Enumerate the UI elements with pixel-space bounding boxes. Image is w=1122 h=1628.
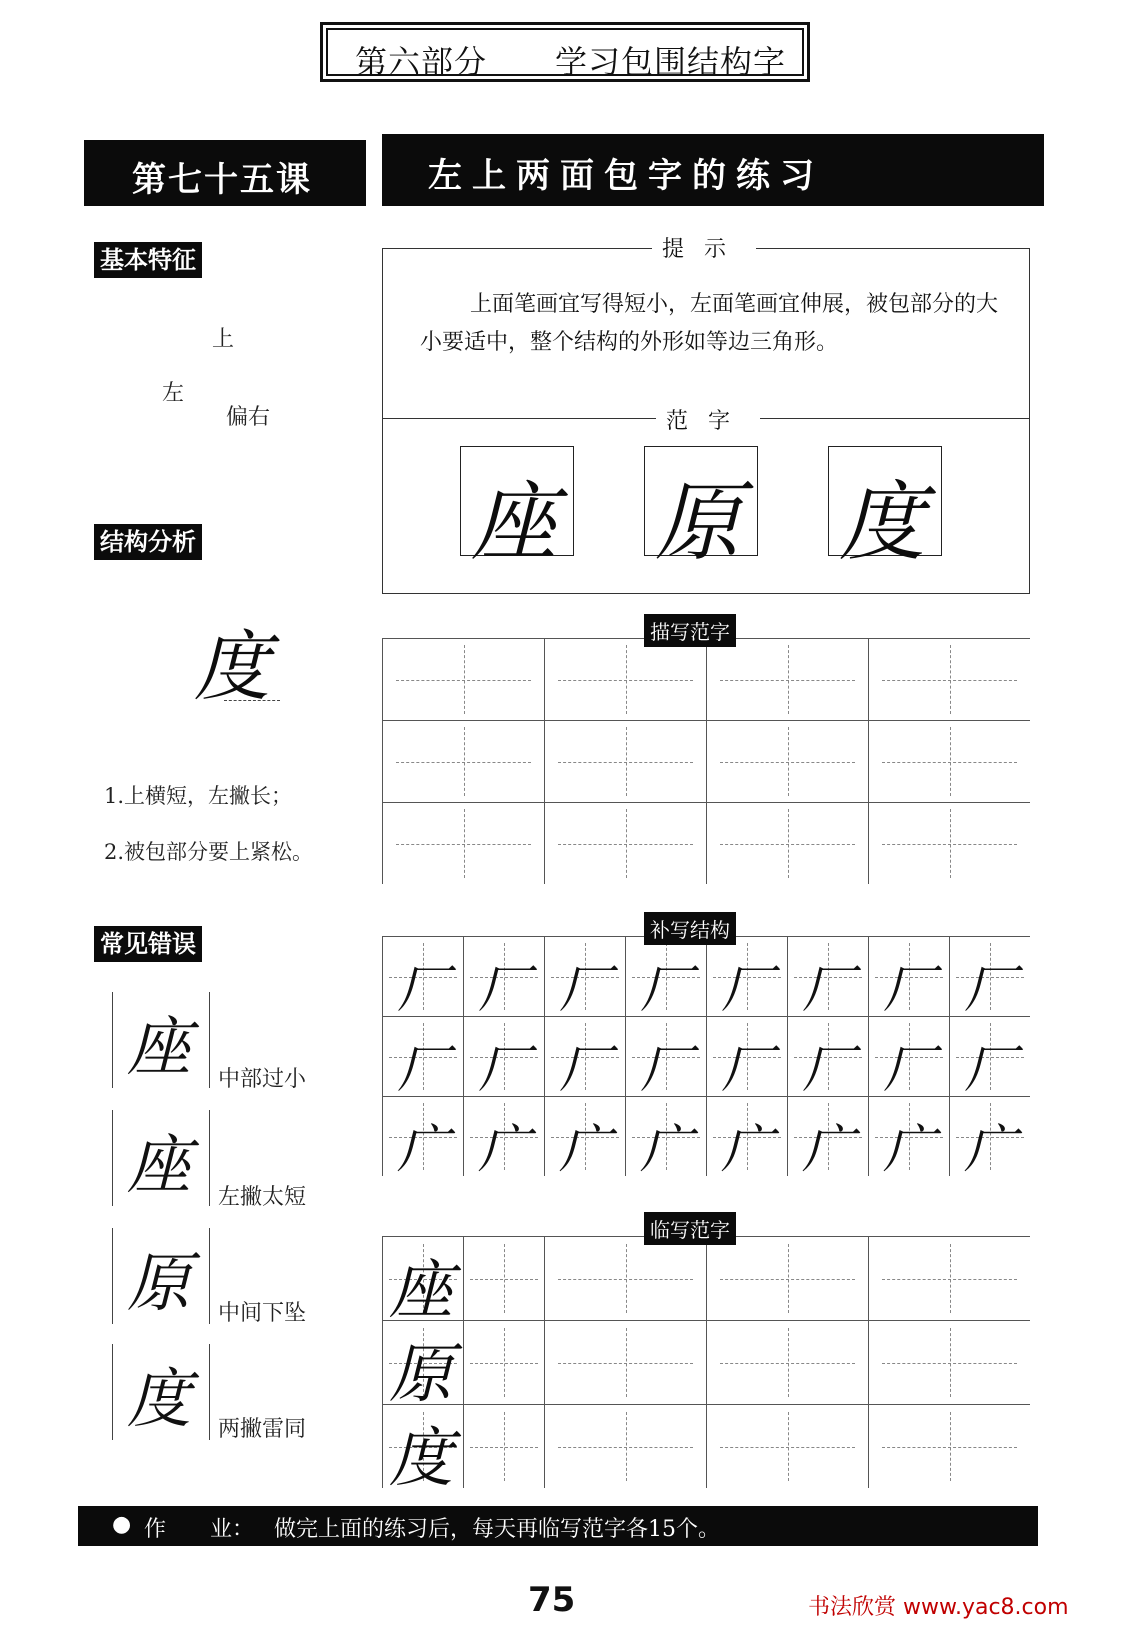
homework-text: 做完上面的练习后，每天再临写范字各15个。 [274, 1517, 720, 1542]
grid-cell[interactable] [382, 1236, 463, 1328]
lesson-number-banner [84, 140, 366, 206]
grid-cell[interactable] [382, 720, 544, 802]
grid-cell[interactable] [544, 1404, 706, 1488]
grid-cell[interactable] [544, 802, 706, 884]
grid-cell[interactable] [382, 936, 463, 1020]
grid-cell[interactable] [544, 638, 706, 720]
model-char-box [460, 446, 574, 573]
radical-guide: 厂 [802, 1040, 855, 1100]
model-caption: 范字 [656, 404, 760, 435]
error-char: 原 [127, 1247, 191, 1321]
grid-cell[interactable] [868, 1404, 1030, 1488]
trace-caption: 描写范字 [644, 614, 736, 647]
grid-cell[interactable] [625, 936, 706, 1020]
grid-cell[interactable] [544, 1320, 706, 1404]
error-label: 中部过小 [218, 1067, 307, 1092]
grid-cell[interactable] [382, 1096, 463, 1180]
analysis-guide [224, 700, 280, 701]
page-number: 75 [528, 1580, 576, 1620]
radical-guide: 广 [721, 1120, 774, 1180]
grid-cell[interactable] [706, 720, 868, 802]
error-example-box [112, 992, 210, 1088]
grid-cell[interactable] [787, 1016, 868, 1100]
grid-cell[interactable] [787, 936, 868, 1020]
part-title: 学习包围结构字 [555, 43, 787, 81]
radical-guide: 厂 [964, 1040, 1017, 1100]
grid-cell[interactable] [544, 1236, 706, 1320]
model-char: 座 [471, 473, 557, 573]
complete-caption: 补写结构 [644, 912, 736, 945]
grid-cell[interactable] [544, 936, 625, 1020]
grid-cell[interactable] [544, 1016, 625, 1100]
radical-guide: 厂 [640, 960, 693, 1020]
grid-cell[interactable] [868, 638, 1030, 720]
site-watermark: 书法欣赏 www.yac8.com [808, 1595, 1069, 1620]
grid-cell[interactable] [706, 1404, 868, 1488]
grid-cell[interactable] [868, 1320, 1030, 1404]
grid-cell[interactable] [868, 1016, 949, 1100]
grid-cell[interactable] [706, 936, 787, 1020]
grid-cell[interactable] [625, 1096, 706, 1180]
model-char-box [828, 446, 942, 573]
model-char: 度 [839, 473, 925, 573]
part-header [320, 22, 810, 82]
error-label: 左撇太短 [218, 1185, 307, 1210]
grid-cell[interactable] [868, 802, 1030, 884]
lesson-title: 左上两面包字的练习 [428, 156, 824, 196]
grid-cell[interactable] [463, 936, 544, 1020]
grid-cell[interactable] [949, 1096, 1030, 1180]
grid-cell[interactable] [868, 720, 1030, 802]
grid-cell[interactable] [382, 638, 544, 720]
model-char-box [644, 446, 758, 573]
grid-cell[interactable] [625, 1016, 706, 1100]
radical-guide: 厂 [721, 960, 774, 1020]
analysis-tag: 结构分析 [94, 524, 202, 560]
error-char: 座 [127, 1129, 191, 1203]
feature-top: 上 [212, 327, 235, 352]
lesson-number: 第七十五课 [132, 160, 312, 200]
error-example-box [112, 1228, 210, 1324]
lesson-title-banner [382, 134, 1044, 206]
tips-text: 上面笔画宜写得短小，左面笔画宜伸展，被包部分的大小要适中，整个结构的外形如等边三角形。 [420, 292, 999, 355]
radical-guide: 厂 [721, 1040, 774, 1100]
features-tag: 基本特征 [94, 242, 202, 278]
grid-cell[interactable] [868, 936, 949, 1020]
radical-guide: 厂 [559, 960, 612, 1020]
grid-cell[interactable] [382, 1016, 463, 1100]
copy-grid[interactable] [382, 1236, 1030, 1496]
grid-cell[interactable] [868, 1236, 1030, 1320]
radical-guide: 广 [397, 1120, 450, 1180]
feature-right: 偏右 [226, 405, 271, 430]
complete-grid[interactable] [382, 936, 1030, 1180]
grid-cell[interactable] [382, 802, 544, 884]
radical-guide: 厂 [640, 1040, 693, 1100]
tips-caption: 提示 [652, 232, 756, 263]
errors-tag: 常见错误 [94, 926, 202, 962]
grid-cell[interactable] [463, 1096, 544, 1180]
homework-bar [78, 1506, 1038, 1546]
grid-cell[interactable] [787, 1096, 868, 1180]
radical-guide: 厂 [397, 1040, 450, 1100]
radical-guide: 厂 [559, 1040, 612, 1100]
error-example-box [112, 1110, 210, 1206]
bullet-icon: ● [112, 1512, 132, 1537]
grid-cell[interactable] [463, 1016, 544, 1100]
grid-cell[interactable] [463, 1404, 544, 1488]
model-char: 原 [655, 473, 741, 573]
radical-guide: 厂 [478, 1040, 531, 1100]
radical-guide: 广 [964, 1120, 1017, 1180]
radical-guide: 厂 [964, 960, 1017, 1020]
grid-cell[interactable] [949, 1016, 1030, 1100]
feature-left: 左 [162, 381, 185, 406]
copy-model-char: 原 [389, 1338, 453, 1412]
error-label: 两撇雷同 [218, 1417, 307, 1442]
radical-guide: 厂 [883, 1040, 936, 1100]
trace-grid[interactable] [382, 638, 1030, 884]
grid-cell[interactable] [463, 1320, 544, 1404]
grid-cell[interactable] [706, 638, 868, 720]
radical-guide: 广 [478, 1120, 531, 1180]
grid-cell[interactable] [706, 802, 868, 884]
error-example-box [112, 1344, 210, 1440]
grid-cell[interactable] [706, 1096, 787, 1180]
grid-cell[interactable] [949, 936, 1030, 1020]
copy-model-char: 座 [389, 1254, 453, 1328]
grid-cell[interactable] [544, 720, 706, 802]
radical-guide: 广 [802, 1120, 855, 1180]
radical-guide: 厂 [802, 960, 855, 1020]
grid-cell[interactable] [382, 1404, 463, 1496]
copy-model-char: 度 [389, 1422, 453, 1496]
homework-label: 作 业： [144, 1517, 255, 1542]
error-char: 座 [127, 1011, 191, 1085]
analysis-point-1: 1.上横短，左撇长； [104, 784, 293, 808]
radical-guide: 厂 [883, 960, 936, 1020]
radical-guide: 厂 [478, 960, 531, 1020]
grid-cell[interactable] [463, 1236, 544, 1320]
grid-cell[interactable] [544, 1096, 625, 1180]
copy-caption: 临写范字 [644, 1212, 736, 1245]
grid-cell[interactable] [706, 1320, 868, 1404]
radical-guide: 厂 [397, 960, 450, 1020]
radical-guide: 广 [640, 1120, 693, 1180]
grid-cell[interactable] [868, 1096, 949, 1180]
grid-cell[interactable] [706, 1016, 787, 1100]
error-char: 度 [127, 1363, 191, 1437]
analysis-example-char: 度 [194, 622, 270, 711]
analysis-point-2: 2.被包部分要上紧松。 [104, 840, 314, 864]
part-label: 第六部分 [355, 43, 488, 81]
grid-cell[interactable] [706, 1236, 868, 1320]
error-label: 中间下坠 [218, 1301, 307, 1326]
radical-guide: 广 [883, 1120, 936, 1180]
radical-guide: 广 [559, 1120, 612, 1180]
grid-cell[interactable] [382, 1320, 463, 1412]
